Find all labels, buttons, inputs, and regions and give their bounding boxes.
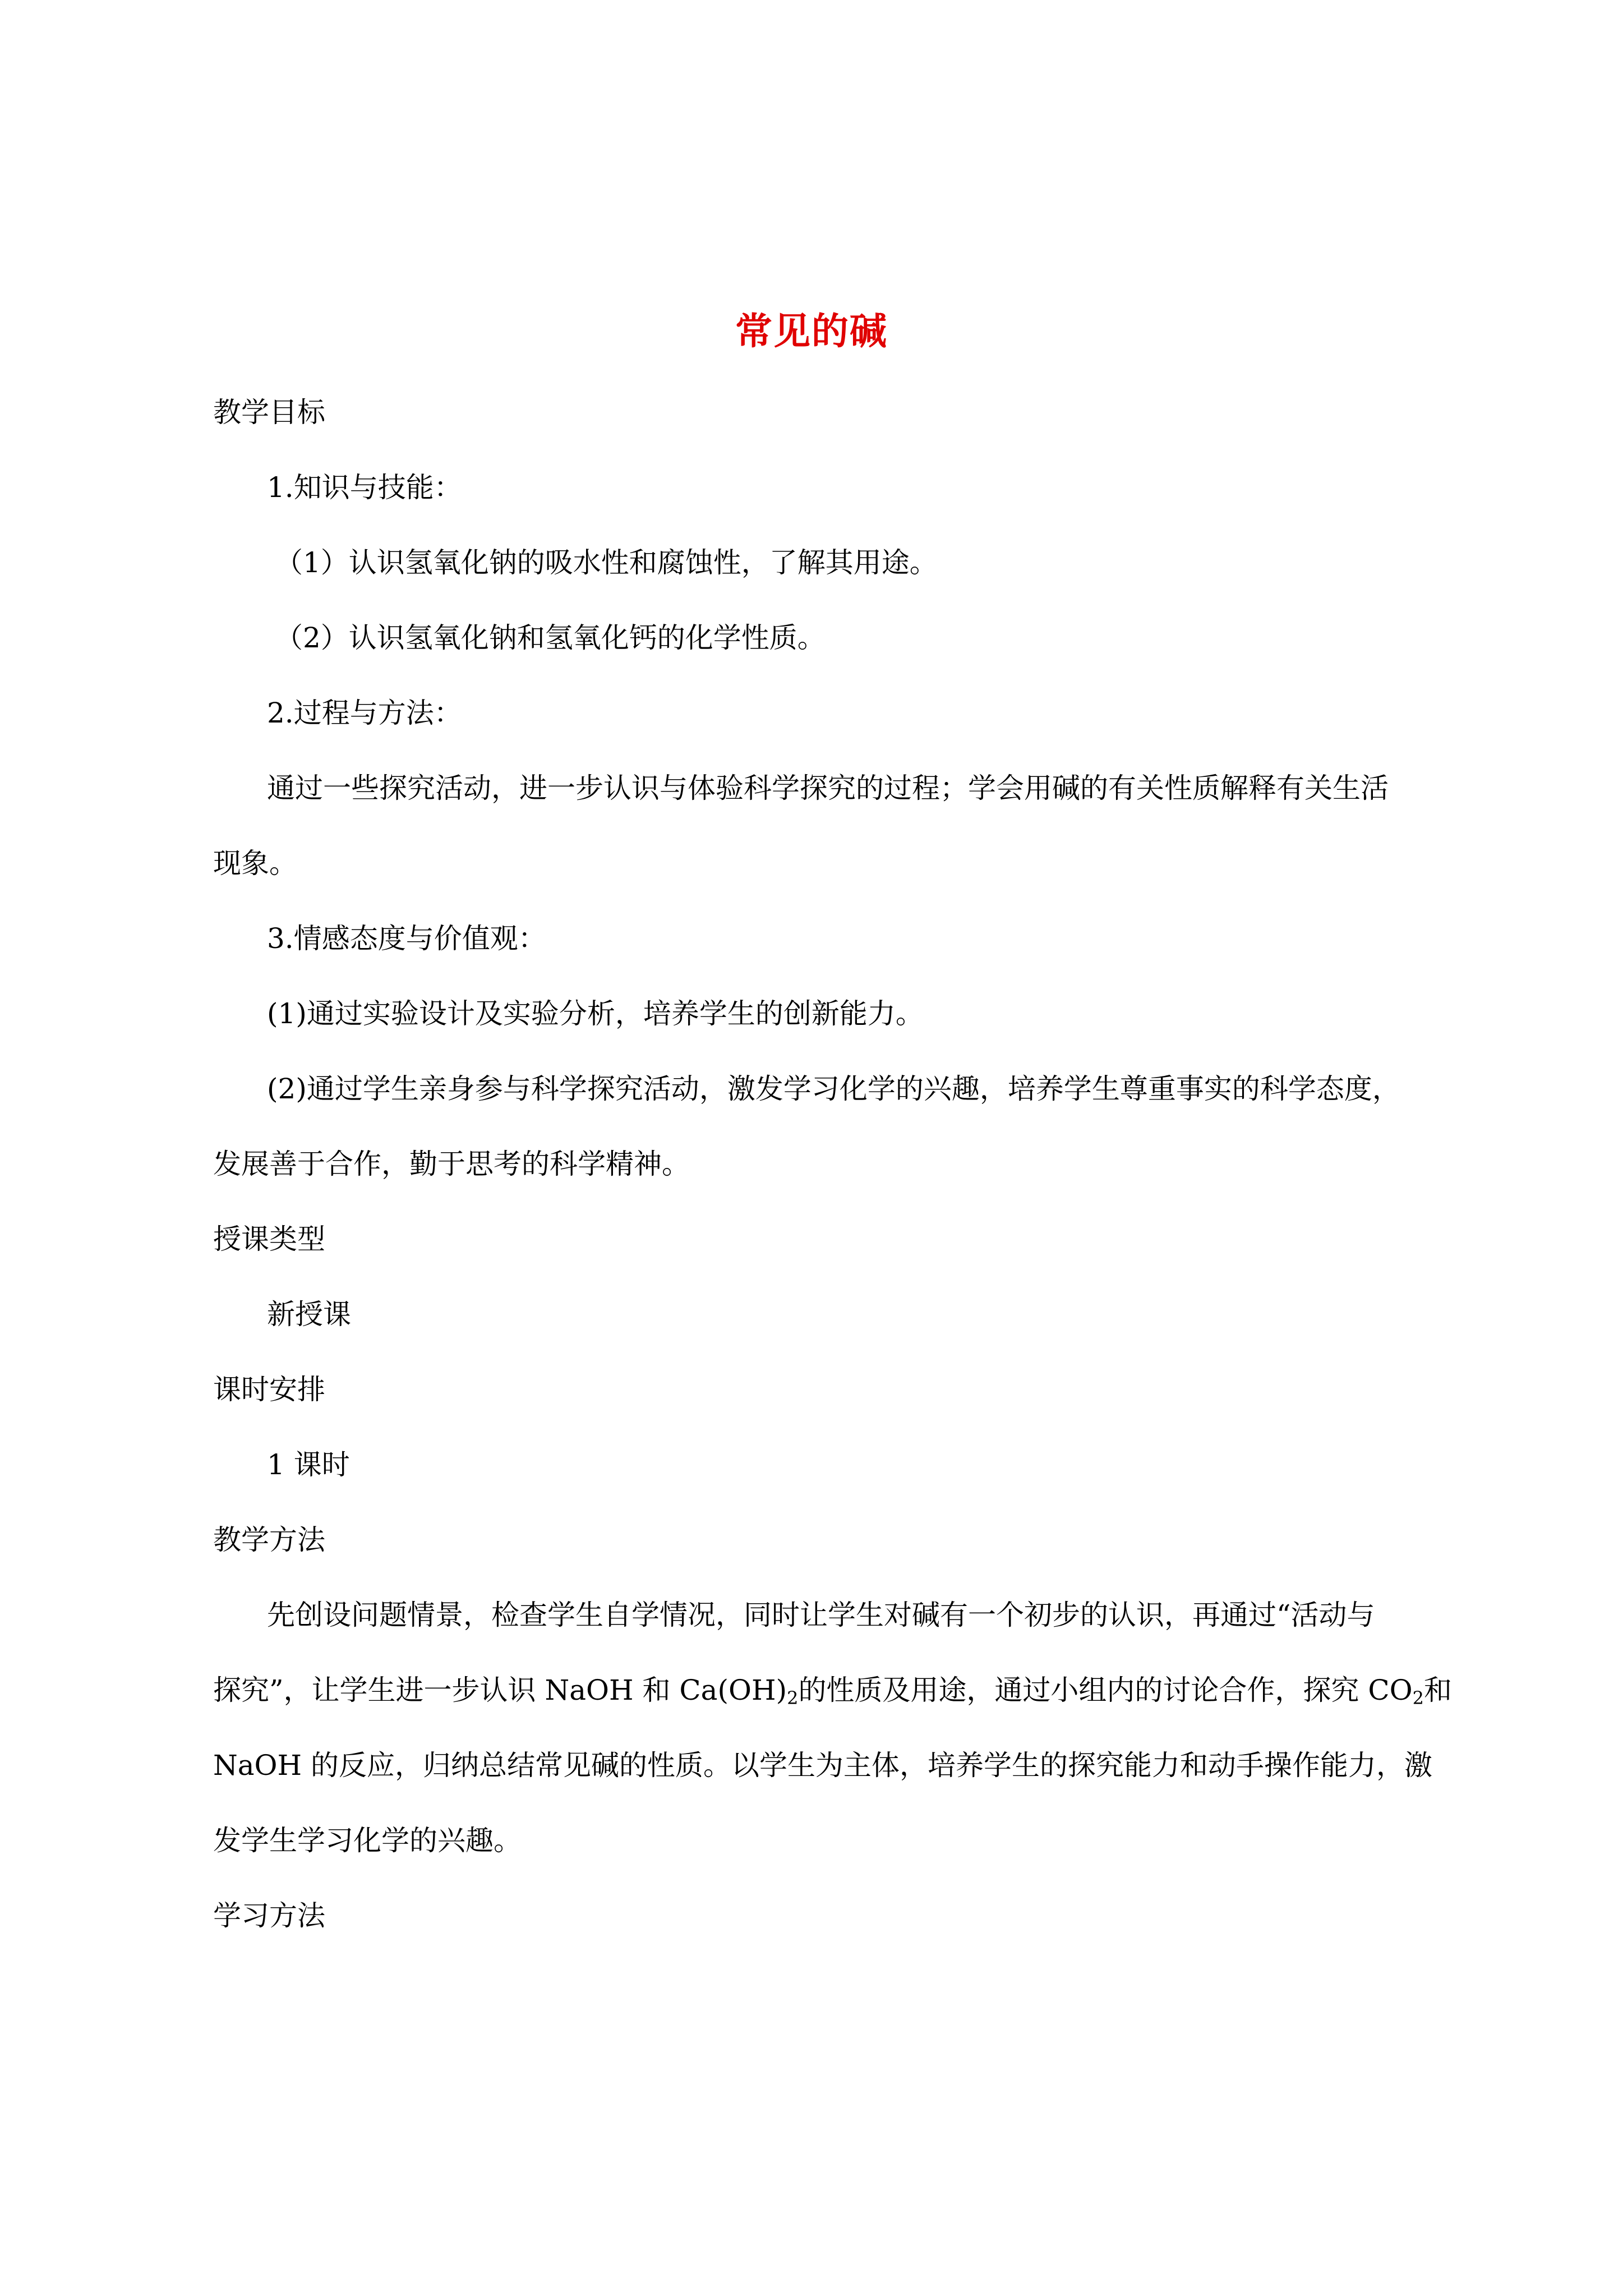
schedule-heading: 课时安排	[213, 1373, 325, 1406]
attitude-item-2-line-2: 发展善于合作，勤于思考的科学精神。	[213, 1148, 690, 1180]
teaching-method-line-3: NaOH 的反应，归纳总结常见碱的性质。以学生为主体，培养学生的探究能力和动手操作能力，激	[213, 1749, 1433, 1782]
lesson-type-value: 新授课	[267, 1298, 351, 1331]
method-line-2-part-c: 和	[1423, 1674, 1452, 1706]
process-text-line-1: 通过一些探究活动，进一步认识与体验科学探究的过程；学会用碱的有关性质解释有关生活	[267, 772, 1389, 804]
co2-subscript: 2	[1412, 1687, 1424, 1709]
stray-mark	[326, 1391, 329, 1401]
lesson-type-heading: 授课类型	[213, 1223, 325, 1255]
method-line-2-part-b: 的性质及用途，通过小组内的讨论合作，探究 CO	[798, 1674, 1413, 1706]
attitude-item-2-line-1: (2)通过学生亲身参与科学探究活动，激发学习化学的兴趣，培养学生尊重事实的科学态度，	[267, 1073, 1400, 1105]
teaching-method-line-4: 发学生学习化学的兴趣。	[213, 1824, 522, 1857]
teaching-method-heading: 教学方法	[213, 1524, 325, 1556]
attitude-item-1: (1)通过实验设计及实验分析，培养学生的创新能力。	[267, 997, 924, 1030]
knowledge-item-2: （2）认识氢氧化钠和氢氧化钙的化学性质。	[275, 622, 826, 654]
knowledge-skills-heading: 1.知识与技能：	[267, 471, 462, 504]
process-method-heading: 2.过程与方法：	[267, 697, 462, 729]
hydroxide-subscript: 2	[787, 1687, 799, 1709]
schedule-value: 1 课时	[267, 1448, 350, 1481]
attitude-values-heading: 3.情感态度与价值观：	[267, 922, 546, 955]
knowledge-item-1: （1）认识氢氧化钠的吸水性和腐蚀性，了解其用途。	[275, 546, 938, 579]
objectives-heading: 教学目标	[213, 396, 325, 429]
learning-method-heading: 学习方法	[213, 1899, 325, 1932]
document-title: 常见的碱	[735, 309, 888, 353]
method-line-2-part-a: 探究”，让学生进一步认识 NaOH 和 Ca(OH)	[213, 1674, 787, 1706]
teaching-method-line-2	[213, 1671, 1452, 1710]
process-text-line-2: 现象。	[213, 847, 297, 880]
schedule-heading-line	[213, 1370, 329, 1409]
teaching-method-line-1: 先创设问题情景，检查学生自学情况，同时让学生对碱有一个初步的认识，再通过“活动与	[267, 1599, 1375, 1631]
